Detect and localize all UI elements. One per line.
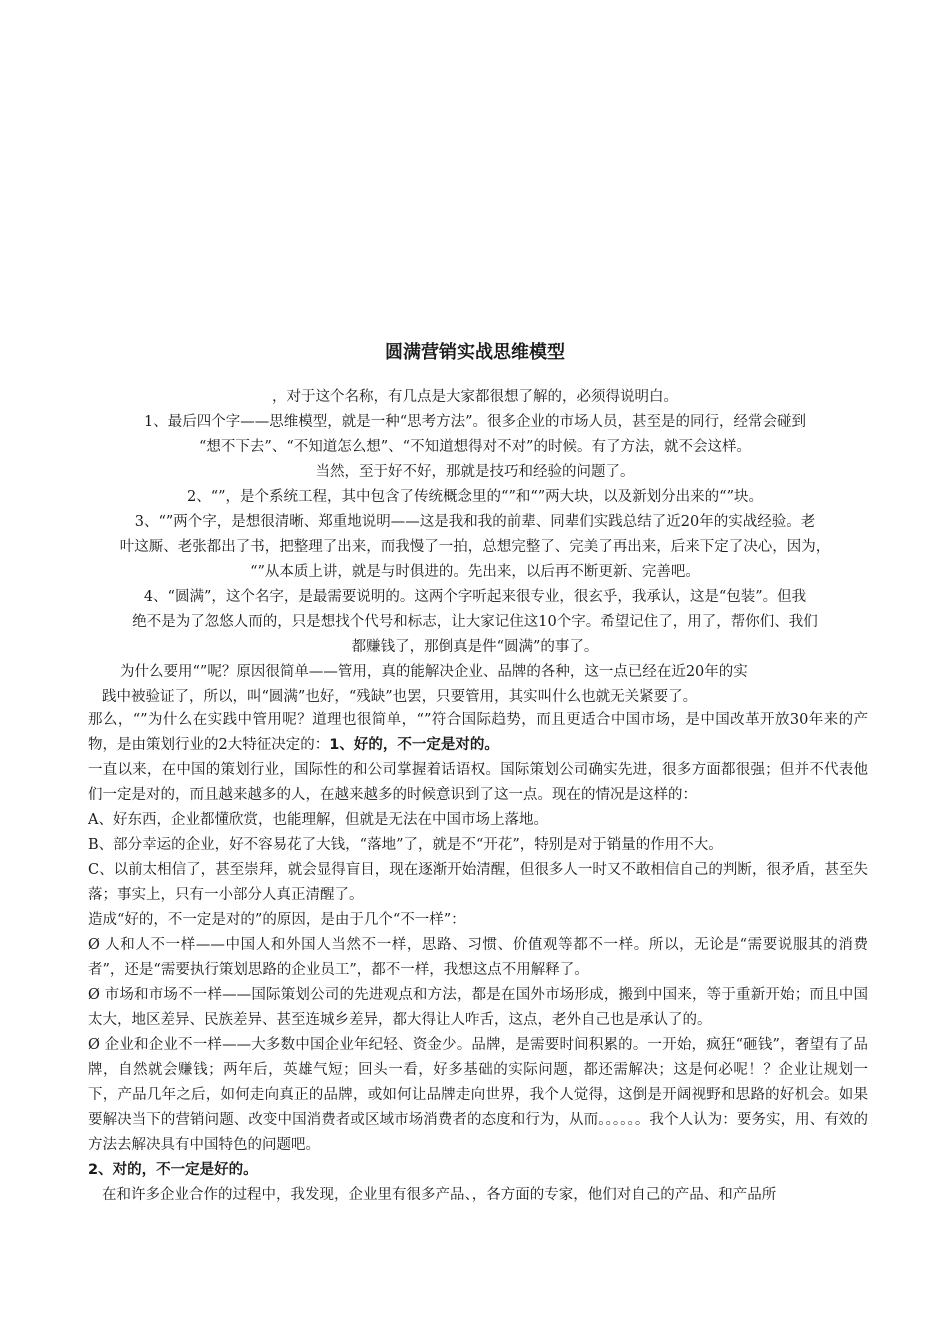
intro-line: 1、最后四个字——思维模型，就是一种“思考方法”。很多企业的市场人员，甚至是的同行，经常会碰到 <box>143 414 807 430</box>
paragraph-last: 在和许多企业合作的过程中，我发现，企业里有很多产品、，各方面的专家，他们对自己的产品、和产品所 <box>102 1187 777 1203</box>
bullet-enterprise: Ø 企业和企业不一样——大多数中国企业年纪轻、资金少。品牌，是需要时间积累的。一开始，疯狂“砸钱”，奢望有了品牌，自然就会赚钱；两年后，英雄气短；回头一看，好多基础的实际问题，都还需解决；这是何必呢！？企业让规划一下，产品几年之后，如何走向真正的品牌，或如何让品牌走向世界，我个人觉得，这倒是开阔视野和思路的好机会。如果要解决当下的营销问题、改变中国消费者或区域市场消费者的态度和行为，从而。。。。。。我个人认为：要务实，用、有效的方法去解决具有中国特色的问题吧。 <box>88 1037 868 1153</box>
bullet-people: Ø 人和人不一样——中国人和外国人当然不一样，思路、习惯、价值观等都不一样。所以，无论是“需要说服其的消费者”，还是“需要执行策划思路的企业员工”，都不一样，我想这点不用解释了。 <box>88 937 868 978</box>
intro-line: “想不下去”、“不知道怎么想”、“不知道想得对不对”的时候。有了方法，就不会这样。 <box>199 439 751 455</box>
intro-line: 3、“”两个字，是想很清晰、郑重地说明——这是我和我的前辈、同辈们实践总结了近20年的实战经验。老 <box>134 514 816 530</box>
heading-1: 1、好的，不一定是对的。 <box>329 737 499 753</box>
intro-line: 当然，至于好不好，那就是技巧和经验的问题了。 <box>315 464 635 480</box>
paragraph-that-text: 那么，“”为什么在实践中管用呢？道理也很简单，“”符合国际趋势，而且更适合中国市场，是中国改革开放30年来的产物，是由策划行业的2大特征决定的： <box>88 712 868 753</box>
intro-line: 叶这厮、老张都出了书，把整理了出来，而我慢了一拍，总想完整了、完美了再出来，后来下定了决心，因为， <box>119 539 831 555</box>
item-a: A、好东西，企业都懂欣赏，也能理解，但就是无法在中国市场上落地。 <box>88 812 548 828</box>
paragraph-always: 一直以来，在中国的策划行业，国际性的和公司掌握着话语权。国际策划公司确实先进，很多方面都很强；但并不代表他们一定是对的，而且越来越多的人，在越来越多的时候意识到了这一点。现在的情况是这样的： <box>88 762 868 803</box>
intro-line: “”从本质上讲，就是与时俱进的。先出来，以后再不断更新、完善吧。 <box>250 564 700 580</box>
reason-line: 造成“好的，不一定是对的”的原因，是由于几个“不一样”： <box>88 912 466 928</box>
intro-line: 2、“”，是个系统工程，其中包含了传统概念里的“”和“”两大块，以及新划分出来的“”块。 <box>186 489 764 505</box>
why-line-2: 践中被验证了，所以，叫“圆满”也好，“残缺”也罢，只要管用，其实叫什么也就无关紧要了。 <box>102 689 698 705</box>
intro-line: 绝不是为了忽悠人而的，只是想找个代号和标志，让大家记住这10个字。希望记住了，用了，帮你们、我们 <box>132 614 818 630</box>
paragraph-that <box>88 708 868 758</box>
document-title: 圆满营销实战思维模型 <box>385 342 565 363</box>
heading-2: 2、对的，不一定是好的。 <box>88 1162 258 1178</box>
bullet-market: Ø 市场和市场不一样——国际策划公司的先进观点和方法，都是在国外市场形成，搬到中国来，等于重新开始；而且中国太大，地区差异、民族差异、甚至连城乡差异，都大得让人咋舌，这点，老外自己也是承认了的。 <box>88 987 868 1028</box>
intro-line: 都赚钱了，那倒真是件“圆满”的事了。 <box>351 639 599 655</box>
intro-line: ，对于这个名称，有几点是大家都很想了解的，必须得说明白。 <box>272 389 678 405</box>
item-c: C、以前太相信了，甚至崇拜，就会显得盲目，现在逐渐开始清醒，但很多人一时又不敢相信自己的判断，很矛盾，甚至失落；事实上，只有一小部分人真正清醒了。 <box>88 862 868 903</box>
intro-section <box>80 385 870 710</box>
body-section <box>88 708 868 1208</box>
why-line-1: 为什么要用“”呢？原因很简单——管用，真的能解决企业、品牌的各种，这一点已经在近20年的实 <box>120 664 748 680</box>
intro-line: 4、“圆满”，这个名字，是最需要说明的。这两个字听起来很专业，很玄乎，我承认，这是“包装”。但我 <box>143 589 807 605</box>
item-b: B、部分幸运的企业，好不容易花了大钱，“落地”了，就是不“开花”，特别是对于销量的作用不大。 <box>88 837 723 853</box>
